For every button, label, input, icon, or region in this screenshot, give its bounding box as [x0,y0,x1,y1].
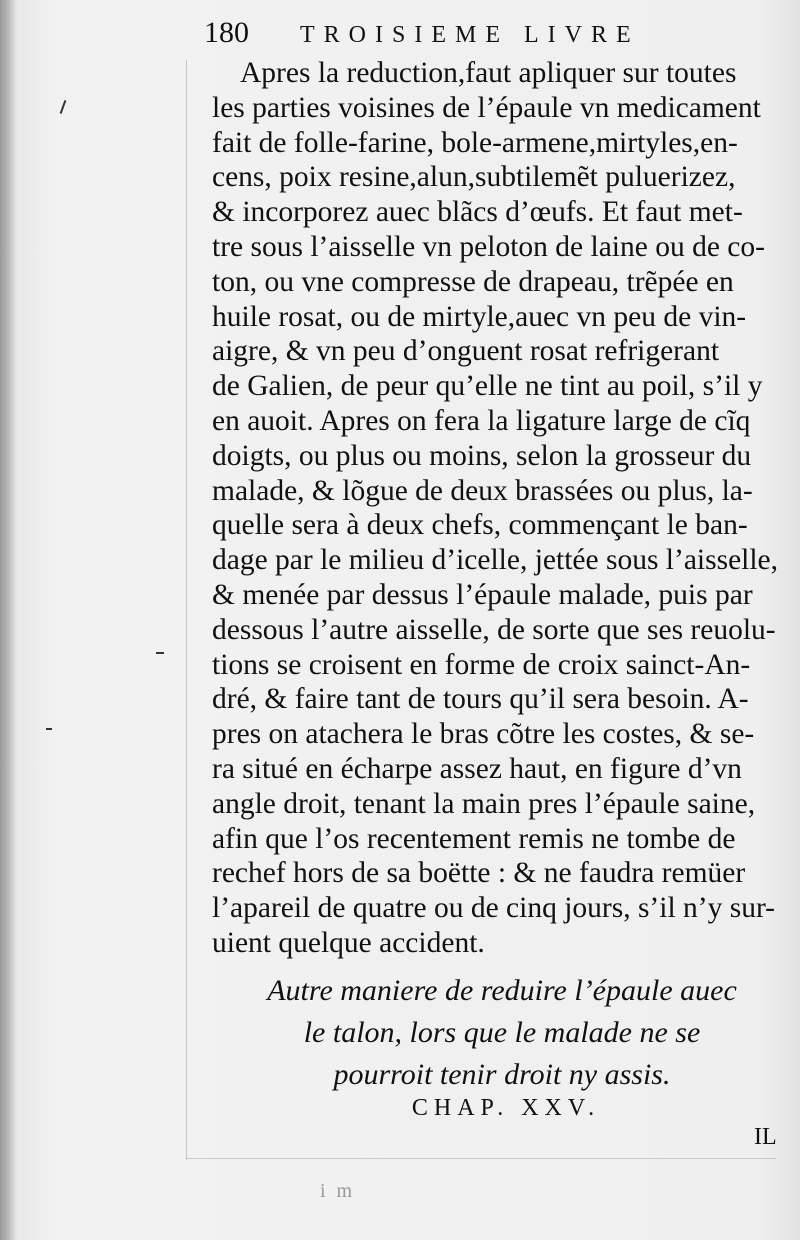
text-line: rechef hors de sa boëtte : & ne faudra remüer [212,857,746,890]
text-line: en auoit. Apres on fera la ligature large de cĩq [212,404,751,437]
text-line: malade, & lõgue de deux brassées ou plus, la- [212,474,753,507]
text-line: angle droit, tenant la main pres l’épaule saine, [212,787,756,820]
running-head [204,14,724,54]
text-line: cens, poix resine,alun,subtilemẽt puluerizez, [212,161,736,194]
text-line: de Galien, de peur qu’elle ne tint au poil, s’il y [212,370,763,403]
margin-mark [60,100,67,114]
text-line: ton, ou vne compresse de drapeau, trẽpée en [212,265,734,298]
text-line: les parties voisines de l’épaule vn medicament [212,91,761,124]
heading-line: pourroit tenir droit ny assis. [333,1058,671,1091]
folio-number: 180 [204,16,249,49]
text-line: pres on atachera le bras cõtre les costes, & se- [212,718,755,751]
text-line: afin que l’os recentement remis ne tombe de [212,822,736,855]
heading-line: le talon, lors que le malade ne se [303,1016,701,1049]
bleed-through-text: i m [320,1180,356,1202]
body-text [212,56,779,961]
catchword: IL [754,1124,777,1150]
text-line: uient quelque accident. [212,926,485,959]
text-line: doigts, ou plus ou moins, selon la grosseur du [212,439,752,472]
text-line: tre sous l’aisselle vn peloton de laine ou de co- [212,230,765,263]
text-line: & incorporez auec blãcs d’œufs. Et faut met- [212,196,743,229]
text-line: dage par le milieu d’icelle, jettée sous l’aisselle, [212,544,779,577]
running-title: TROISIEME LIVRE [300,22,640,48]
margin-mark [156,652,164,654]
margin-rule [186,60,187,1160]
text-line: l’apareil de quatre ou de cinq jours, s’il n’y sur- [212,892,776,925]
bottom-rule [186,1158,776,1159]
text-line: huile rosat, ou de mirtyle,auec vn peu de vin- [212,300,747,333]
text-line: dessous l’autre aisselle, de sorte que ses reuolu- [212,613,776,646]
section-heading [232,970,772,1096]
text-line: & menée par dessus l’épaule malade, puis par [212,578,753,611]
gutter-shadow [0,0,16,1240]
text-line: Apres la reduction,faut apliquer sur toutes [240,57,737,89]
text-line: ra situé en écharpe assez haut, en figure d’vn [212,752,742,785]
text-line: fait de folle-farine, bole-armene,mirtyles,en- [212,126,738,159]
text-line: dré, & faire tant de tours qu’il sera besoin. A- [212,683,749,716]
heading-line: Autre maniere de reduire l’épaule auec [267,974,737,1007]
text-line: quelle sera à deux chefs, commençant le ban- [212,509,748,542]
chapter-number: CHAP. XXV. [411,1095,601,1121]
text-line: tions se croisent en forme de croix sainct-An- [212,648,751,681]
margin-mark [46,728,52,730]
text-line: aigre, & vn peu d’onguent rosat refrigerant [212,335,720,368]
